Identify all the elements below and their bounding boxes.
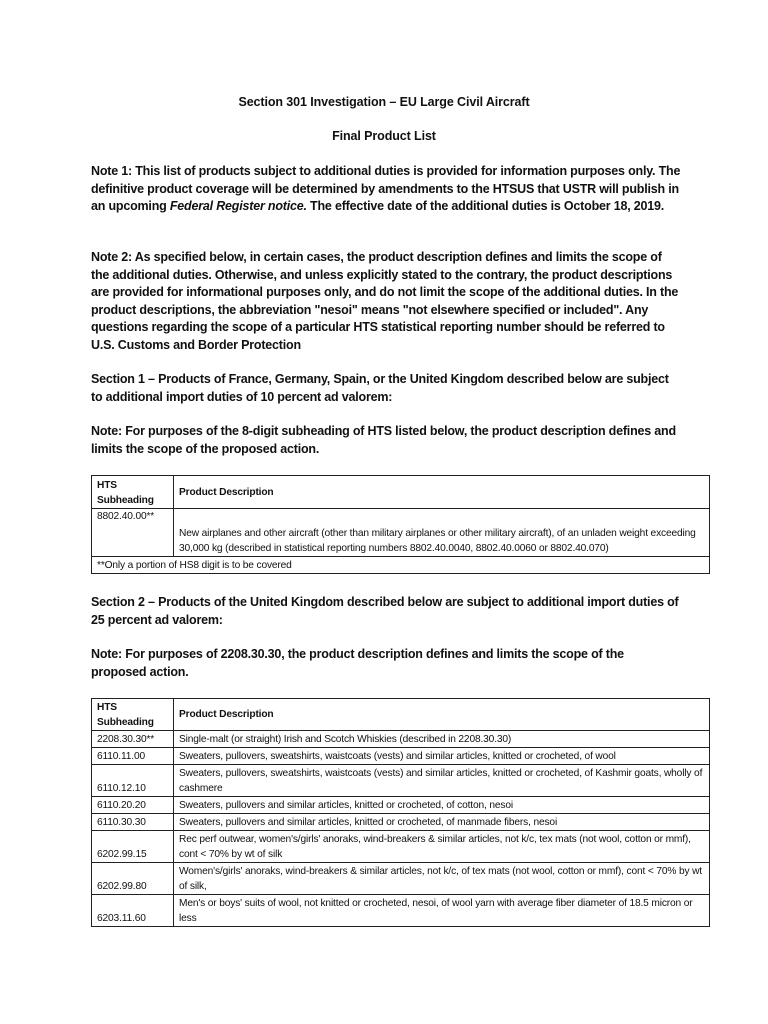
section-2-table bbox=[91, 698, 710, 927]
section-2-heading: Section 2 – Products of the United Kingdom described below are subject to additional import duties of 25 percent ad valorem: bbox=[91, 595, 679, 627]
table-row bbox=[92, 748, 710, 765]
hts-subheading-header bbox=[92, 699, 174, 731]
hts-code-cell: 6110.11.00 bbox=[92, 748, 174, 765]
product-description-cell: Rec perf outwear, women's/girls' anoraks, wind-breakers & similar articles, not k/c, tex mats (not wool, cotton or mmf), cont < 70% by wt of silk bbox=[174, 831, 710, 863]
hts-code-cell: 6110.12.10 bbox=[92, 765, 174, 797]
hts-header-line-1: HTS bbox=[97, 480, 117, 491]
product-description-cell: Single-malt (or straight) Irish and Scotch Whiskies (described in 2208.30.30) bbox=[174, 731, 710, 748]
hts-header-line-2: Subheading bbox=[97, 717, 154, 728]
table-row bbox=[92, 765, 710, 797]
table-footnote: **Only a portion of HS8 digit is to be covered bbox=[92, 557, 710, 574]
product-description-header: Product Description bbox=[174, 476, 710, 509]
hts-code-cell: 6202.99.80 bbox=[92, 863, 174, 895]
document-subtitle: Final Product List bbox=[332, 129, 436, 143]
product-description-cell: Sweaters, pullovers, sweatshirts, waistcoats (vests) and similar articles, knitted or crocheted, of Kashmir goats, wholly of cashmere bbox=[174, 765, 710, 797]
table-row bbox=[92, 509, 710, 557]
section-1-table bbox=[91, 475, 710, 574]
table-row bbox=[92, 863, 710, 895]
section-2-note: Note: For purposes of 2208.30.30, the product description defines and limits the scope of the proposed action. bbox=[91, 647, 624, 679]
hts-code-cell: 8802.40.00** bbox=[92, 509, 174, 557]
table-row bbox=[92, 814, 710, 831]
product-description-header: Product Description bbox=[174, 699, 710, 731]
product-description-cell: Sweaters, pullovers, sweatshirts, waistcoats (vests) and similar articles, knitted or crocheted, of wool bbox=[174, 748, 710, 765]
table-row bbox=[92, 731, 710, 748]
section-1-note: Note: For purposes of the 8-digit subheading of HTS listed below, the product description defines and limits the scope of the proposed action. bbox=[91, 424, 676, 456]
product-description-cell: Men's or boys' suits of wool, not knitted or crocheted, nesoi, of wool yarn with average fiber diameter of 18.5 micron or less bbox=[174, 895, 710, 927]
hts-code-cell: 6110.30.30 bbox=[92, 814, 174, 831]
table-header-row bbox=[92, 699, 710, 731]
hts-subheading-header bbox=[92, 476, 174, 509]
note-1-text-before: Note 1: This list of products subject to additional duties is provided for information purposes only. The definitive product coverage will be determined by amendments to the HTSUS that USTR will publish in an upcoming bbox=[91, 164, 681, 213]
hts-code-cell: 2208.30.30** bbox=[92, 731, 174, 748]
note-2: Note 2: As specified below, in certain cases, the product description defines and limits the scope of the additional duties. Otherwise, and unless explicitly stated to the contrary, the product descriptions are provided for informational purposes only, and do not limit the scope of the additional duties. In the product descriptions, the abbreviation "nesoi" means "not elsewhere specified or included". Any questions regarding the scope of a particular HTS statistical reporting number should be referred to U.S. Customs and Border Protection bbox=[91, 250, 679, 352]
table-row bbox=[92, 831, 710, 863]
hts-header-line-2: Subheading bbox=[97, 495, 154, 506]
table-row bbox=[92, 895, 710, 927]
document-title: Section 301 Investigation – EU Large Civil Aircraft bbox=[238, 95, 530, 109]
table-row bbox=[92, 797, 710, 814]
note-1-emphasis: Federal Register notice. bbox=[169, 199, 307, 213]
note-1-text-after: The effective date of the additional duties is October 18, 2019. bbox=[306, 199, 665, 213]
hts-header-line-1: HTS bbox=[97, 702, 117, 713]
product-description-cell: Women's/girls' anoraks, wind-breakers & similar articles, not k/c, of tex mats (not wool, cotton or mmf), cont < 70% by wt of silk, bbox=[174, 863, 710, 895]
table-header-row bbox=[92, 476, 710, 509]
product-description-cell: New airplanes and other aircraft (other than military airplanes or other military aircraft), of an unladen weight exceeding 30,000 kg (described in statistical reporting numbers 8802.40.0040, 8802.40.0060 or 8802.40.070) bbox=[174, 509, 710, 557]
hts-code-cell: 6203.11.60 bbox=[92, 895, 174, 927]
table-footnote-row bbox=[92, 557, 710, 574]
product-description-cell: Sweaters, pullovers and similar articles, knitted or crocheted, of manmade fibers, nesoi bbox=[174, 814, 710, 831]
product-description-cell: Sweaters, pullovers and similar articles, knitted or crocheted, of cotton, nesoi bbox=[174, 797, 710, 814]
hts-code-cell: 6110.20.20 bbox=[92, 797, 174, 814]
note-1 bbox=[91, 163, 681, 216]
section-1-heading: Section 1 – Products of France, Germany, Spain, or the United Kingdom described below are subject to additional import duties of 10 percent ad valorem: bbox=[91, 372, 669, 404]
hts-code-cell: 6202.99.15 bbox=[92, 831, 174, 863]
